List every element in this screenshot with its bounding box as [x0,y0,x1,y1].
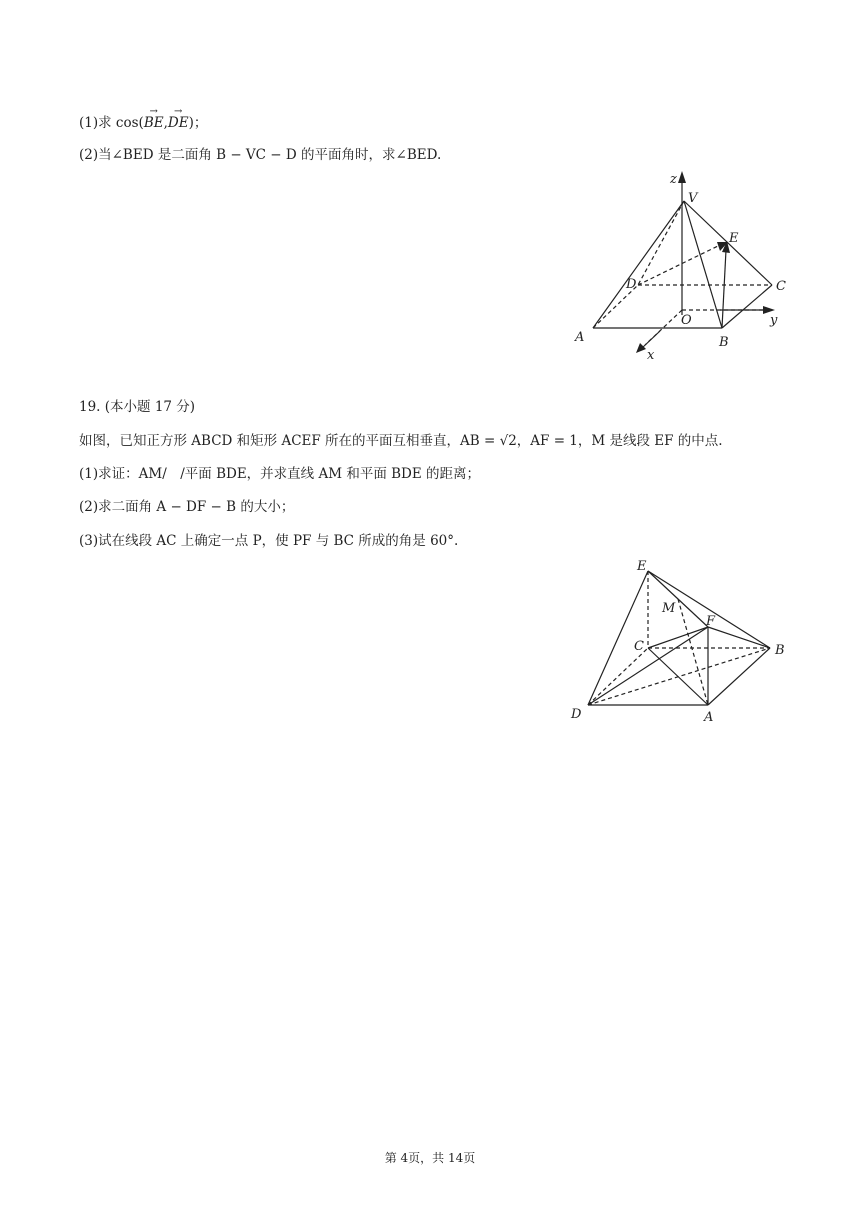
label-d: D [626,277,637,292]
segment-be [722,250,726,328]
q18-part1-suffix: )； [188,115,208,131]
label-m: M [662,601,676,616]
question-19-header: 19. (本小题 17 分) [79,399,196,415]
question-18-part-1 [79,114,207,132]
question-19-part-2: (2)求二面角 A − DF − B 的大小； [79,499,295,515]
label-f: F [706,614,716,629]
question-18-part-2: (2)当∠BED 是二面角 B − VC − D 的平面角时，求∠BED. [79,147,442,163]
edge-vc [684,201,772,285]
edge-va [593,201,684,328]
solid-figure [560,555,800,730]
x-axis [642,331,660,348]
page-footer: 第 4页，共 14页 [384,1151,476,1165]
x-arrow [636,343,646,353]
label-e: E [637,559,647,574]
label-a: A [704,710,714,725]
vector-be: → BE [144,114,164,132]
label-e: E [729,231,739,246]
label-b: B [775,643,785,658]
label-c: C [634,639,644,654]
edge-db [588,648,770,705]
label-v: V [688,191,698,206]
edge-ab [708,648,770,705]
question-19-part-3: (3)试在线段 AC 上确定一点 P，使 PF 与 BC 所成的角是 60°. [79,533,459,549]
label-b: B [719,335,729,350]
edge-fb [708,627,770,648]
edge-cf [648,627,708,648]
label-y: y [770,313,778,328]
segment-am [678,599,708,705]
edge-dc [588,648,648,705]
vector-de: → DE [168,114,189,132]
q18-part1-prefix: (1)求 cos( [79,115,144,131]
edge-vb [684,201,722,328]
label-c: C [776,279,786,294]
z-arrow [678,171,686,183]
label-d: D [571,707,582,722]
label-a: A [575,330,585,345]
edge-vd [638,201,684,285]
question-19-prompt: 如图，已知正方形 ABCD 和矩形 ACEF 所在的平面互相垂直，AB = √2，AF = 1，M 是线段 EF 的中点. [79,433,723,449]
label-x: x [647,348,655,363]
pyramid-figure [560,165,800,370]
q18-part1-comma: , [163,115,168,131]
label-o: O [681,313,692,328]
label-z: z [670,172,677,187]
question-19-part-1: (1)求证：AM/ /平面 BDE，并求直线 AM 和平面 BDE 的距离； [79,466,481,482]
